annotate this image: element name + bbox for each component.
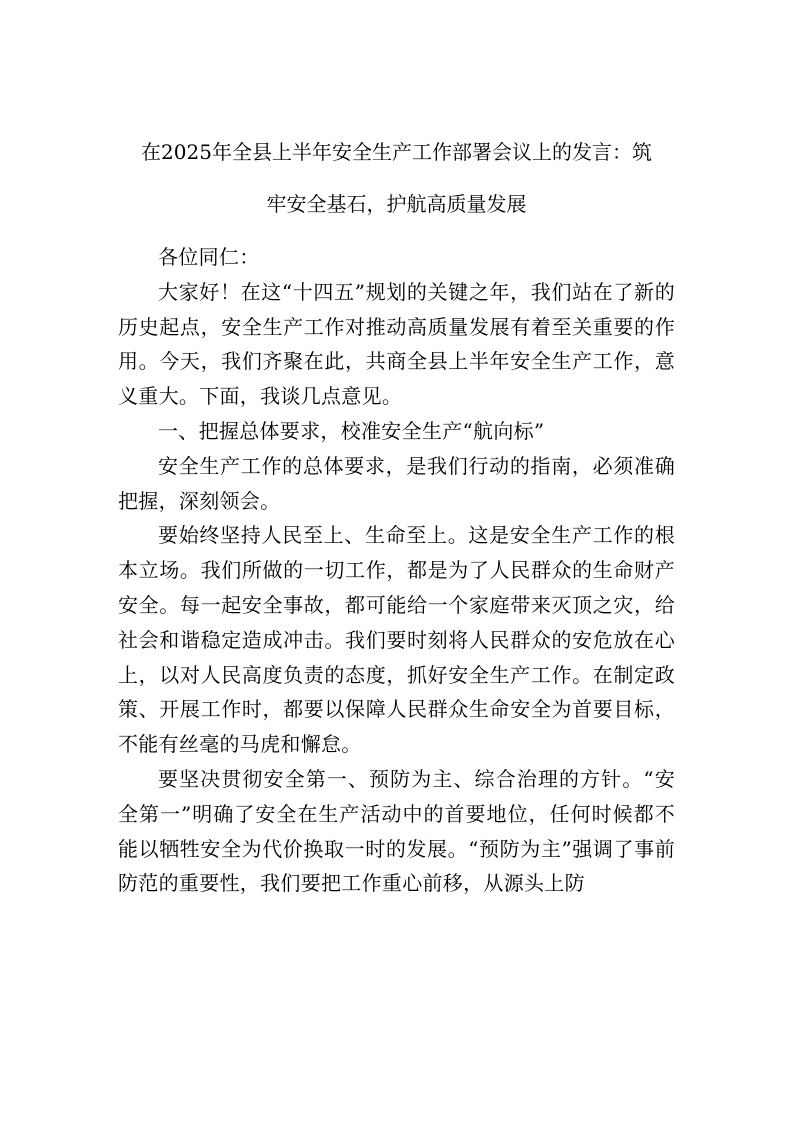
title-line-1: 在2025年全县上半年安全生产工作部署会议上的发言：筑 <box>141 140 652 164</box>
section-heading-1: 一、把握总体要求，校准安全生产“航向标” <box>158 418 545 443</box>
salutation: 各位同仁： <box>158 245 260 269</box>
title-line-2: 牢安全基石，护航高质量发展 <box>266 192 527 216</box>
document-title <box>118 126 675 230</box>
body-paragraph: 要始终坚持人民至上、生命至上。这是安全生产工作的根本立场。我们所做的一切工作，都是为了人民群众的生命财产安全。每一起安全事故，都可能给一个家庭带来灭顶之灾，给社会和谐稳定造成冲击。我们要时刻将人民群众的安危放在心上，以对人民高度负责的态度，抓好安全生产工作。在制定政策、开展工作时，都要以保障人民群众生命安全为首要目标，不能有丝毫的马虎和懈怠。 <box>118 523 675 757</box>
document-page <box>118 126 675 901</box>
body-paragraph: 安全生产工作的总体要求，是我们行动的指南，必须准确把握，深刻领会。 <box>118 453 675 513</box>
opening-paragraph: 大家好！在这“十四五”规划的关键之年，我们站在了新的历史起点，安全生产工作对推动高质量发展有着至关重要的作用。今天，我们齐聚在此，共商全县上半年安全生产工作，意义重大。下面，我谈几点意见。 <box>118 279 675 409</box>
body-paragraph: 要坚决贯彻安全第一、预防为主、综合治理的方针。“安全第一”明确了安全在生产活动中的首要地位，任何时候都不能以牺牲安全为代价换取一时的发展。“预防为主”强调了事前防范的重要性，我们要把工作重心前移，从源头上防 <box>118 766 675 896</box>
